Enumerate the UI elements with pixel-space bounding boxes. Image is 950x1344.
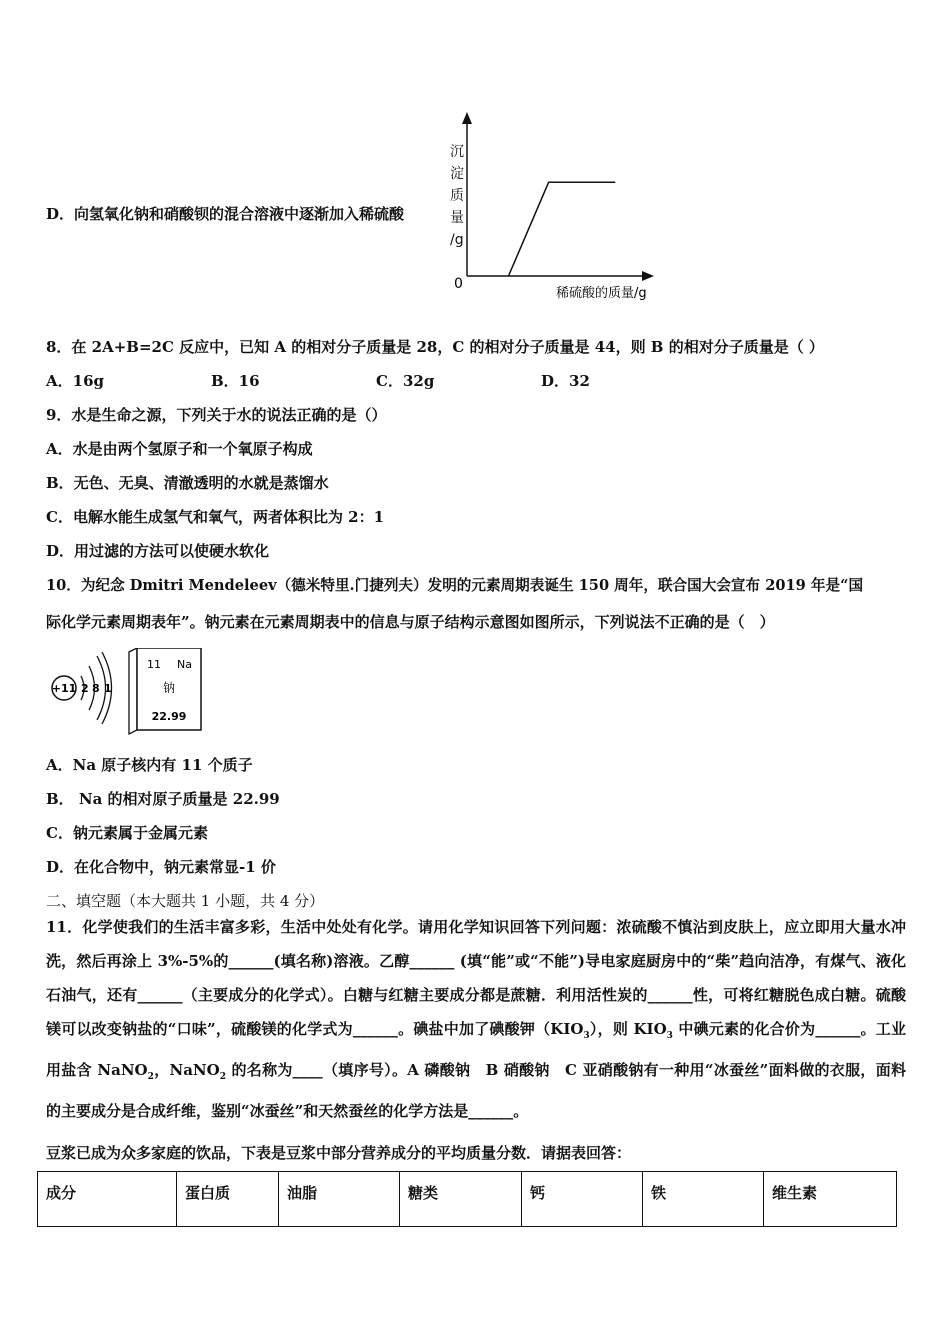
ylabel-char: 量 [450,210,464,226]
x-axis-arrow [642,271,654,281]
q11-text-1: 11．化学使我们的生活丰富多彩，生活中处处有化学。请用化学知识回答下列问题：浓硫酸不慎沾到皮肤上，应立即用大量水冲洗，然后再涂上 3%-5%的______(填名称)溶液。乙醇______ (填“能”或“不能”)导电家庭厨房中的“柴”趋向洁净，有煤气、液化石油气，还有______（主要成分的化学式）。白糖与红糖主要成分都是蔗糖．利用活性炭的______性，可将红糖脱色成白糖。硫酸镁可以改变钠盐的“口味”，硫酸镁的化学式为______。碘盐中加了碘酸钾（KIO [46,918,906,1038]
q11-text-4: ，NaNO [153,1061,220,1079]
q9-stem: 9．水是生命之源，下列关于水的说法正确的是（） [46,406,387,424]
card-side [129,648,137,734]
table-header-cell: 维生素 [764,1172,897,1227]
section-2-heading: 二、填空题（本大题共 1 小题，共 4 分） [46,892,325,910]
q11-sub-4: 2 [219,1072,226,1082]
q10-option-b: B． Na 的相对原子质量是 22.99 [46,790,280,808]
element-card [127,648,207,736]
ylabel-char: 淀 [450,166,464,182]
nucleus-charge: +11 [51,682,77,695]
table-header-cell: 成分 [38,1172,177,1227]
q11-text-3: 中碘元素的化合价为______。工业用盐含 NaNO [46,1020,906,1079]
q11-sub-1: 3 [583,1031,590,1041]
nutrition-table [37,1171,897,1227]
q11-text-2: ），则 KIO [589,1020,667,1038]
q10-stem-line1: 10．为纪念 Dmitri Mendeleev（德米特里.门捷列夫）发明的元素周期表诞生 150 周年，联合国大会宣布 2019 年是“国 [46,577,864,594]
atomic-number: 11 [147,658,161,671]
q11-table-intro: 豆浆已成为众多家庭的饮品，下表是豆浆中部分营养成分的平均质量分数．请据表回答： [46,1144,632,1162]
series-line [509,182,616,276]
y-axis-arrow [462,112,472,124]
shell-electrons-3: 1 [104,682,112,695]
shell-electrons-1: 2 [81,682,89,695]
chart-ylabel [450,144,464,248]
table-row [38,1172,897,1227]
q8-option-b: B．16 [211,372,260,390]
q8-option-c: C．32g [376,372,435,390]
ylabel-char: 质 [450,188,464,204]
q11-text-5: 的名称为____（填序号）。A 磷酸钠 B 硝酸钠 C 亚硝酸钠有一种用“冰蚕丝”面料做的衣服，面料的主要成分是合成纤维，鉴别“冰蚕丝”和天然蚕丝的化学方法是______。 [46,1061,906,1120]
table-header-cell: 铁 [643,1172,764,1227]
q7-option-d: D．向氢氧化钠和硝酸钡的混合溶液中逐渐加入稀硫酸 [46,205,405,223]
q11-sub-3: 2 [147,1072,154,1082]
q9-option-a: A．水是由两个氢原子和一个氧原子构成 [46,440,313,458]
q9-option-c: C．电解水能生成氢气和氧气，两者体积比为 2：1 [46,508,385,526]
precipitate-chart [440,108,680,303]
ylabel-char: 沉 [450,144,464,160]
atomic-mass: 22.99 [151,710,187,723]
element-symbol: Na [177,658,192,671]
q10-option-a: A．Na 原子核内有 11 个质子 [46,756,253,774]
q11-sub-2: 3 [666,1031,673,1041]
q8-option-a: A．16g [46,372,105,390]
sodium-atom-diagram [44,646,124,730]
q10-stem-line2: 际化学元素周期表年”。钠元素在元素周期表中的信息与原子结构示意图如图所示，下列说法不正确的是（ ） [46,613,775,631]
element-name: 钠 [162,681,176,695]
table-header-cell: 油脂 [279,1172,400,1227]
origin-label: 0 [454,276,463,292]
table-header-cell: 蛋白质 [177,1172,279,1227]
q9-option-b: B．无色、无臭、清澈透明的水就是蒸馏水 [46,474,329,492]
chart-xlabel: 稀硫酸的质量/g [556,286,647,301]
q8-stem: 8．在 2A+B=2C 反应中，已知 A 的相对分子质量是 28，C 的相对分子质量是 44，则 B 的相对分子质量是（ ） [46,338,824,356]
table-header-cell: 钙 [522,1172,643,1227]
q9-option-d: D．用过滤的方法可以使硬水软化 [46,542,270,560]
q8-option-d: D．32 [541,372,590,390]
q10-option-c: C．钠元素属于金属元素 [46,824,208,842]
table-header-cell: 糖类 [400,1172,522,1227]
ylabel-char: /g [450,232,464,248]
q11-paragraph [46,910,906,1128]
shell-electrons-2: 8 [92,682,100,695]
q10-option-d: D．在化合物中，钠元素常显-1 价 [46,858,276,876]
